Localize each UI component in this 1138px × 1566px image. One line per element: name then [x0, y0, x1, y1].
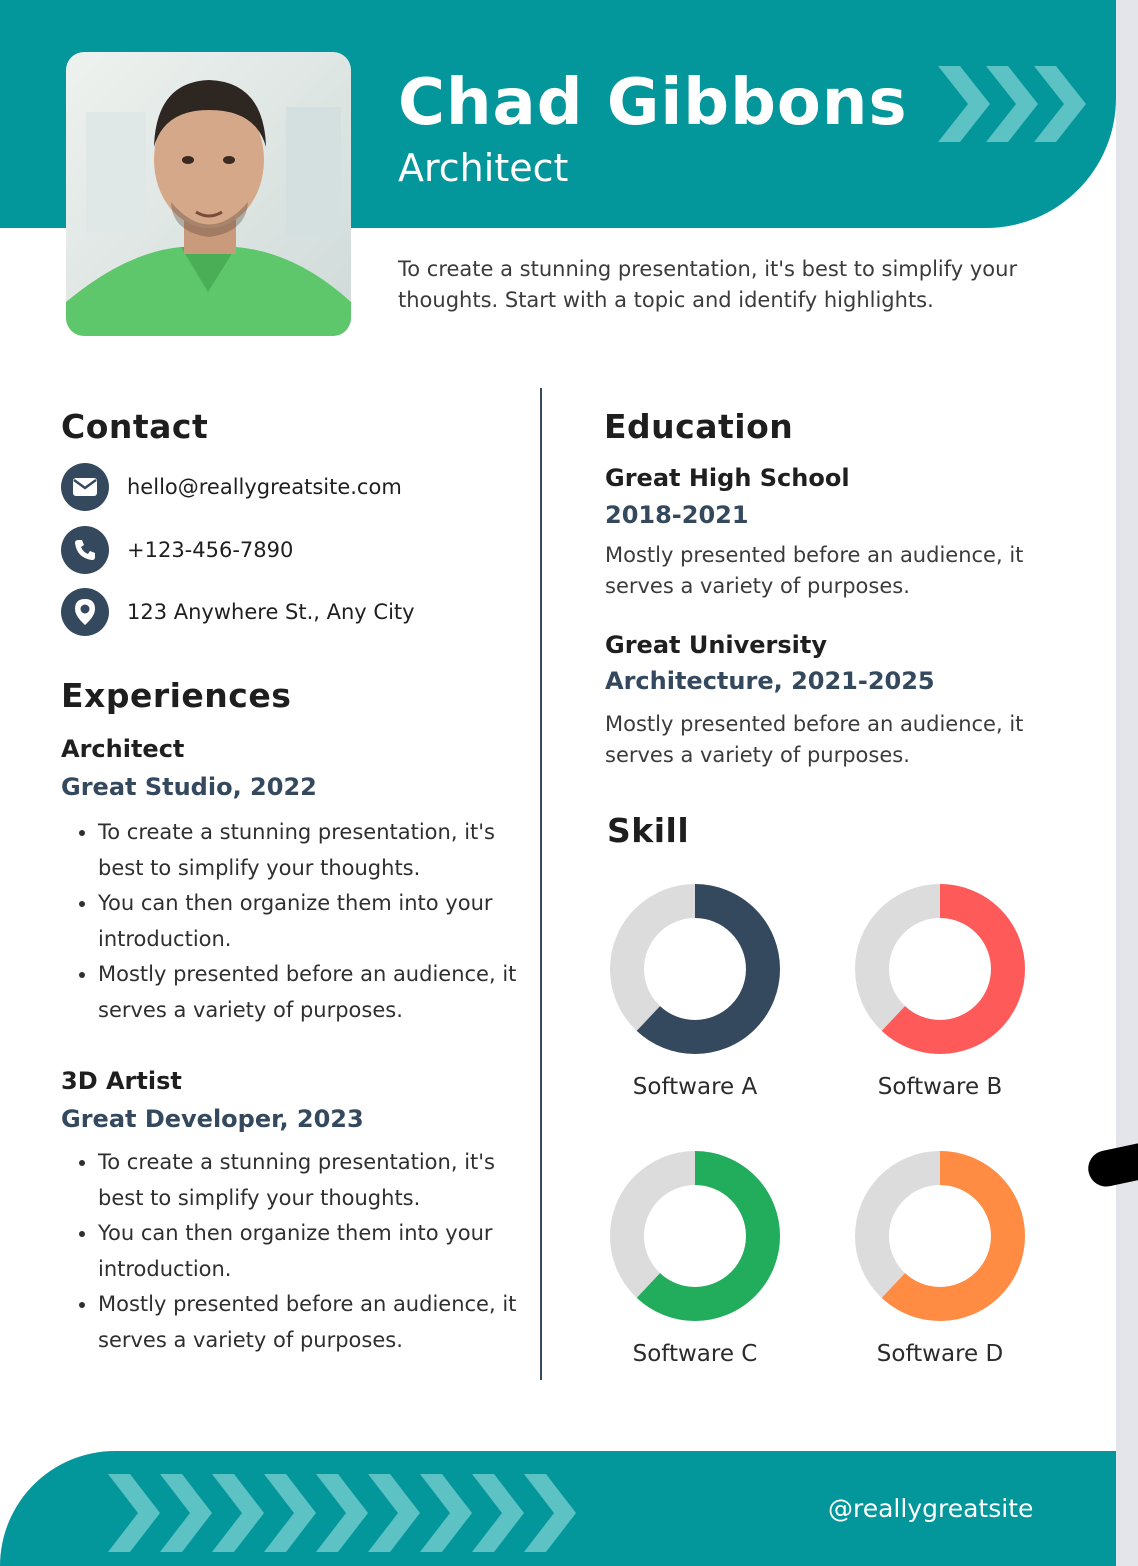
- contact-email[interactable]: hello@reallygreatsite.com: [127, 475, 402, 499]
- skill-donut: [610, 1151, 780, 1321]
- contact-phone[interactable]: +123-456-7890: [127, 538, 294, 562]
- skill-item: [815, 884, 1065, 1100]
- job-bullet: • Mostly presented before an audience, it serves a variety of purposes.: [98, 1287, 538, 1358]
- education-description: Mostly presented before an audience, it serves a variety of purposes.: [605, 712, 1024, 767]
- education-heading: Education: [604, 407, 794, 446]
- skill-label: Software C: [632, 1341, 758, 1367]
- profile-summary: To create a stunning presentation, it's best to simplify your thoughts. Start with a topic and identify highlights.: [398, 257, 1018, 312]
- education-school: Great High School: [605, 464, 850, 492]
- contact-phone-row: [61, 526, 293, 574]
- education-detail: 2018-2021: [605, 501, 749, 529]
- page-edge-strip: [1116, 0, 1138, 1566]
- skill-item: [815, 1151, 1065, 1367]
- contact-address-row: [61, 588, 415, 636]
- location-icon: [61, 588, 109, 636]
- education-school: Great University: [605, 631, 828, 659]
- profile-photo: [66, 52, 351, 336]
- phone-icon: [61, 526, 109, 574]
- contact-heading: Contact: [61, 407, 209, 446]
- header-chevrons-decoration: [938, 66, 1088, 142]
- job-company: Great Developer, 2023: [61, 1105, 364, 1133]
- job-bullet: • You can then organize them into your introduction.: [98, 886, 538, 957]
- skill-label: Software D: [876, 1341, 1004, 1367]
- job-bullet: • To create a stunning presentation, it's best to simplify your thoughts.: [98, 1145, 538, 1216]
- education-description: Mostly presented before an audience, it serves a variety of purposes.: [605, 543, 1024, 598]
- job-bullet: • You can then organize them into your introduction.: [98, 1216, 538, 1287]
- experiences-heading: Experiences: [61, 676, 292, 715]
- social-handle[interactable]: @reallygreatsite: [828, 1494, 1034, 1523]
- skill-label: Software B: [877, 1074, 1003, 1100]
- education-detail: Architecture, 2021-2025: [605, 667, 935, 695]
- skill-item: [570, 884, 820, 1100]
- contact-address: 123 Anywhere St., Any City: [127, 600, 415, 624]
- job-title: Architect: [61, 735, 185, 763]
- skill-donut: [610, 884, 780, 1054]
- job-bullets: [62, 1145, 538, 1358]
- person-role: Architect: [398, 146, 569, 190]
- job-title: 3D Artist: [61, 1067, 182, 1095]
- skill-donut: [855, 884, 1025, 1054]
- column-divider: [540, 388, 542, 1380]
- skill-heading: Skill: [607, 811, 690, 850]
- skill-label: Software A: [632, 1074, 758, 1100]
- job-company: Great Studio, 2022: [61, 773, 317, 801]
- skill-item: [570, 1151, 820, 1367]
- contact-email-row: [61, 463, 402, 511]
- job-bullet: • Mostly presented before an audience, it serves a variety of purposes.: [98, 957, 538, 1028]
- email-icon: [61, 463, 109, 511]
- skill-donut: [855, 1151, 1025, 1321]
- person-name: Chad Gibbons: [398, 66, 908, 140]
- job-bullets: [62, 815, 538, 1028]
- footer-chevrons-decoration: [108, 1474, 578, 1552]
- job-bullet: • To create a stunning presentation, it's best to simplify your thoughts.: [98, 815, 538, 886]
